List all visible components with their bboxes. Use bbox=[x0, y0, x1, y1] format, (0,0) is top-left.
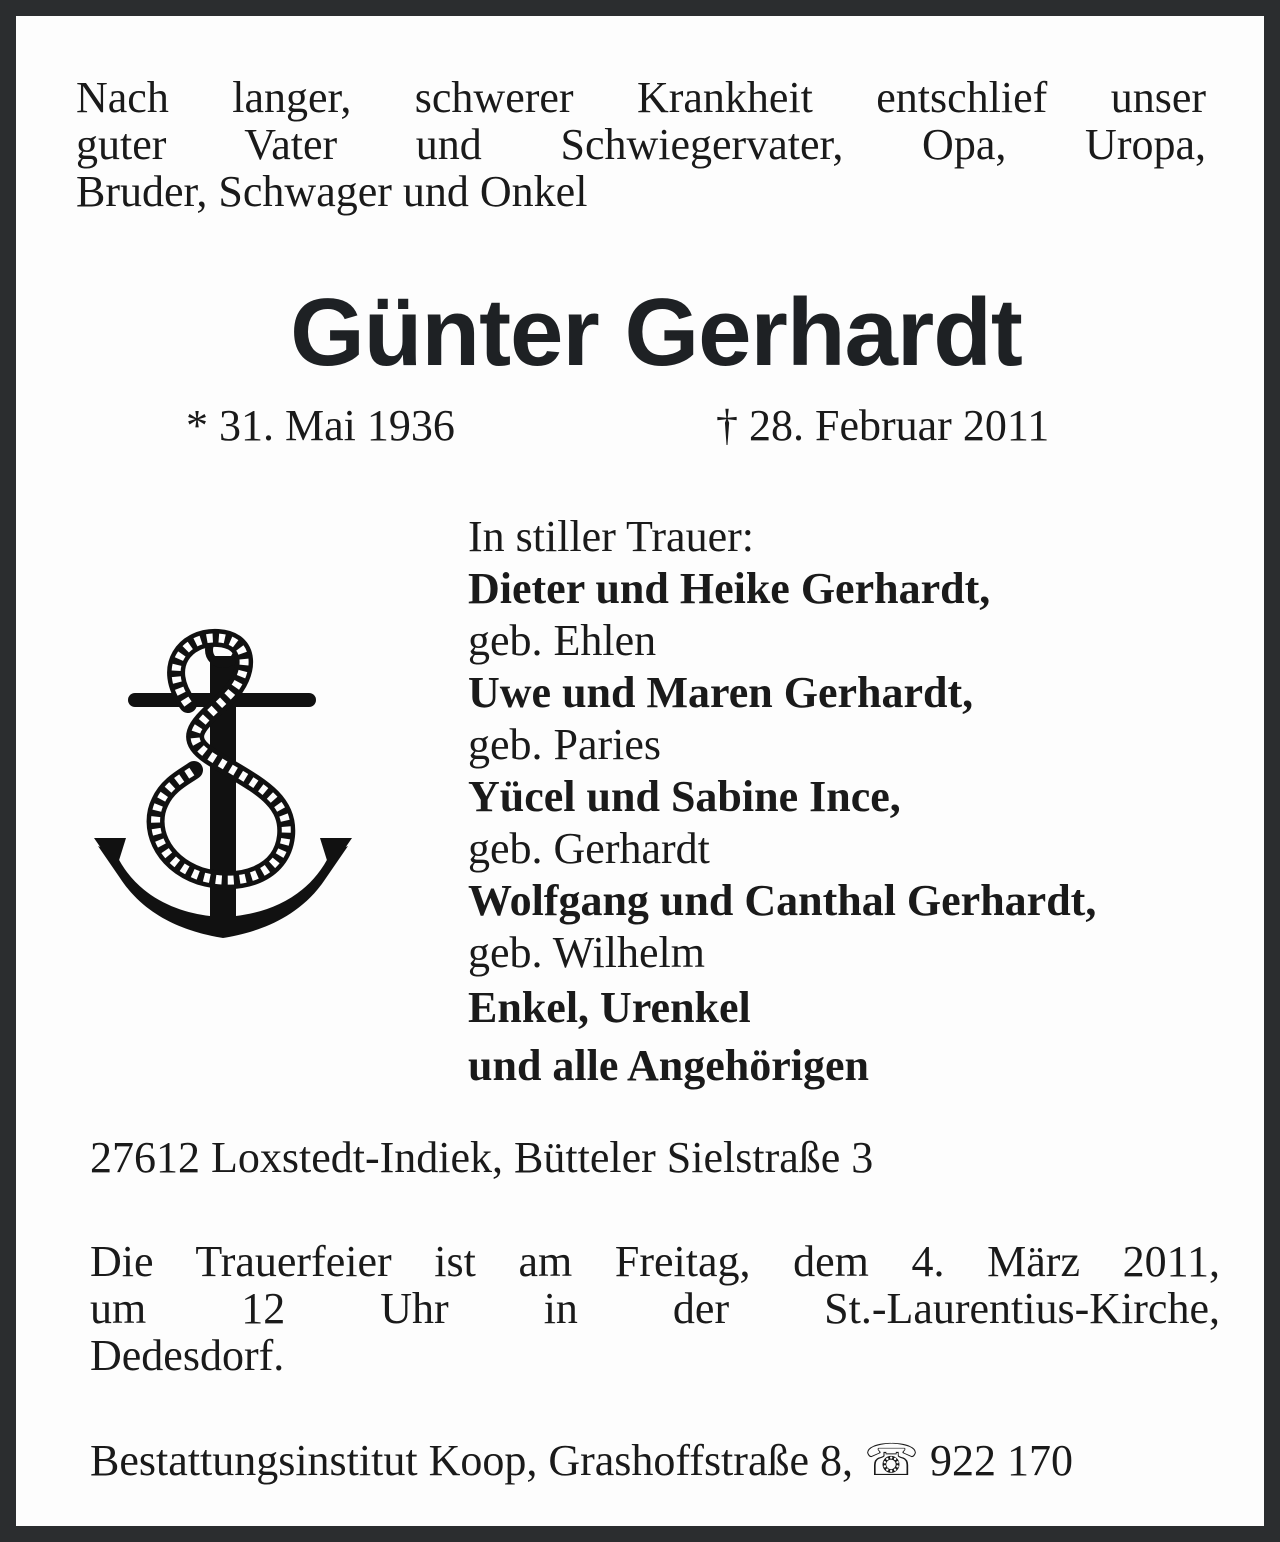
anchor-icon bbox=[90, 626, 356, 944]
mourners-block bbox=[468, 511, 1228, 1095]
undertaker-info: Bestattungsinstitut Koop, Grashoffstraße 8, ☏ 922 170 bbox=[90, 1436, 1074, 1485]
intro-line: Nach langer, schwerer Krankheit entschlief unser bbox=[76, 73, 1206, 122]
mourner-maiden-name: geb. Ehlen bbox=[468, 616, 657, 665]
death-date: † 28. Februar 2011 bbox=[716, 401, 1050, 450]
mourner-name: Yücel und Sabine Ince, bbox=[468, 772, 901, 821]
address: 27612 Loxstedt-Indiek, Bütteler Sielstraße 3 bbox=[90, 1133, 874, 1182]
mourner-maiden-name: geb. Wilhelm bbox=[468, 928, 705, 977]
mourner-maiden-name: geb. Gerhardt bbox=[468, 824, 710, 873]
mourner-name: Dieter und Heike Gerhardt, bbox=[468, 564, 991, 613]
grandchildren: Enkel, Urenkel bbox=[468, 983, 751, 1032]
service-line: um 12 Uhr in der St.-Laurentius-Kirche, bbox=[90, 1284, 1220, 1333]
mourner-maiden-name: geb. Paries bbox=[468, 720, 662, 769]
intro-line: Bruder, Schwager und Onkel bbox=[76, 167, 588, 216]
intro-line: guter Vater und Schwiegervater, Opa, Uropa, bbox=[76, 120, 1206, 169]
relatives: und alle Angehörigen bbox=[468, 1041, 869, 1090]
mourner-name: Wolfgang und Canthal Gerhardt, bbox=[468, 876, 1097, 925]
service-line: Die Trauerfeier ist am Freitag, dem 4. März 2011, bbox=[90, 1237, 1220, 1286]
intro-text bbox=[76, 74, 1206, 215]
service-info bbox=[90, 1238, 1220, 1379]
deceased-name: Günter Gerhardt bbox=[290, 279, 1022, 386]
mourning-heading: In stiller Trauer: bbox=[468, 512, 754, 561]
service-line: Dedesdorf. bbox=[90, 1331, 285, 1380]
mourner-name: Uwe und Maren Gerhardt, bbox=[468, 668, 974, 717]
birth-date: * 31. Mai 1936 bbox=[186, 401, 455, 450]
